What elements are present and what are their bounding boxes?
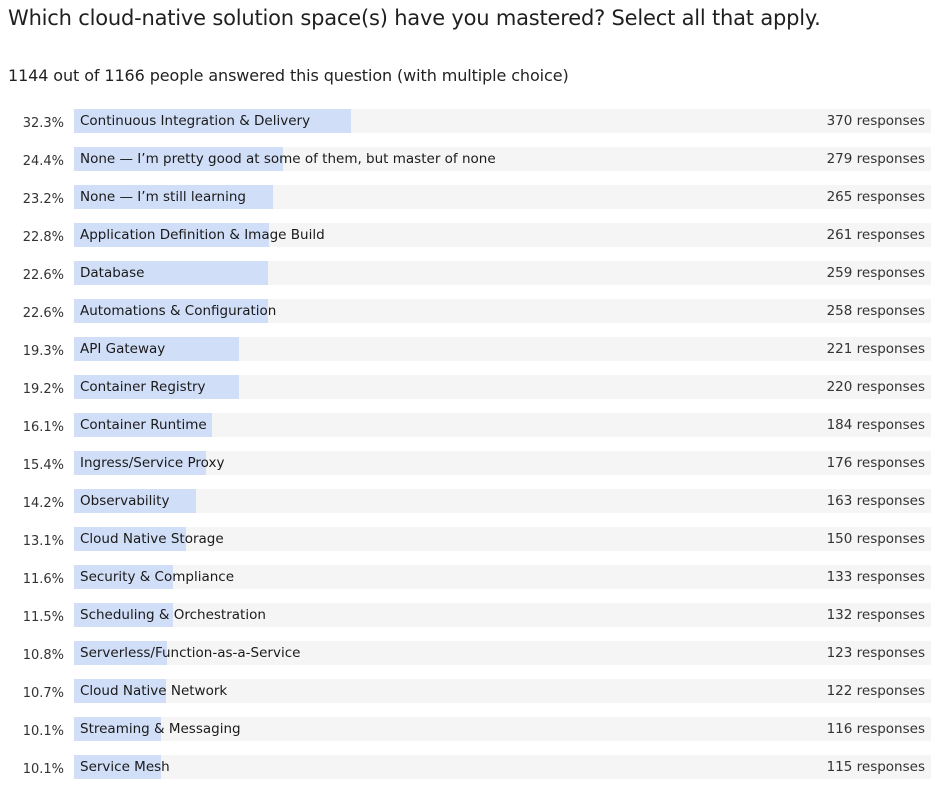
bar-row xyxy=(0,451,935,475)
bar-category-label: Container Registry xyxy=(80,379,206,395)
bar-track xyxy=(74,527,931,551)
bar-track xyxy=(74,261,931,285)
bar-category-label: Continuous Integration & Delivery xyxy=(80,113,311,129)
bar-response-count: 261 responses xyxy=(826,227,925,243)
bar-percent-label: 10.1% xyxy=(22,762,64,777)
bar-response-count: 116 responses xyxy=(826,721,925,737)
bar-row xyxy=(0,261,935,285)
bar-category-label: Automations & Configuration xyxy=(80,303,277,319)
bar-row xyxy=(0,755,935,779)
bar-response-count: 150 responses xyxy=(826,531,925,547)
bar-track xyxy=(74,679,931,703)
bar-response-count: 279 responses xyxy=(826,151,925,167)
bar-response-count: 123 responses xyxy=(826,645,925,661)
bar-row xyxy=(0,223,935,247)
bar-track xyxy=(74,565,931,589)
bar-percent-label: 10.7% xyxy=(22,686,64,701)
bar-category-label: API Gateway xyxy=(80,341,166,357)
bar-row xyxy=(0,717,935,741)
bar-response-count: 259 responses xyxy=(826,265,925,281)
bar-row xyxy=(0,375,935,399)
bar-track xyxy=(74,603,931,627)
bar-percent-label: 24.4% xyxy=(22,154,64,169)
bar-response-count: 115 responses xyxy=(826,759,925,775)
bar-response-count: 163 responses xyxy=(826,493,925,509)
bar-response-count: 370 responses xyxy=(826,113,925,129)
bar-track xyxy=(74,147,931,171)
bar-percent-label: 19.2% xyxy=(22,382,64,397)
bar-percent-label: 19.3% xyxy=(22,344,64,359)
bar-category-label: Ingress/Service Proxy xyxy=(80,455,225,471)
bar-category-label: Cloud Native Storage xyxy=(80,531,224,547)
bar-track xyxy=(74,755,931,779)
bar-category-label: Security & Compliance xyxy=(80,569,235,585)
bar-track xyxy=(74,489,931,513)
bar-percent-label: 13.1% xyxy=(22,534,64,549)
bar-row xyxy=(0,489,935,513)
bar-response-count: 133 responses xyxy=(826,569,925,585)
bar-category-label: Application Definition & Image Build xyxy=(80,227,325,243)
bar-category-label: Container Runtime xyxy=(80,417,207,433)
bar-track xyxy=(74,337,931,361)
bar-category-label: Scheduling & Orchestration xyxy=(80,607,266,623)
bar-track xyxy=(74,375,931,399)
bar-response-count: 220 responses xyxy=(826,379,925,395)
bar-percent-label: 22.8% xyxy=(22,230,64,245)
bar-track xyxy=(74,641,931,665)
bar-response-count: 265 responses xyxy=(826,189,925,205)
bar-response-count: 258 responses xyxy=(826,303,925,319)
bar-category-label: Observability xyxy=(80,493,170,509)
bar-category-label: Serverless/Function-as-a-Service xyxy=(80,645,301,661)
bar-track xyxy=(74,185,931,209)
bar-category-label: None — I’m pretty good at some of them, but master of none xyxy=(80,151,496,167)
bar-category-label: None — I’m still learning xyxy=(80,189,246,205)
bar-row xyxy=(0,147,935,171)
bar-percent-label: 23.2% xyxy=(22,192,64,207)
bar-percent-label: 15.4% xyxy=(22,458,64,473)
bar-track xyxy=(74,413,931,437)
bar-track xyxy=(74,223,931,247)
bar-percent-label: 14.2% xyxy=(22,496,64,511)
bar-percent-label: 10.8% xyxy=(22,648,64,663)
bar-percent-label: 11.5% xyxy=(22,610,64,625)
bar-row xyxy=(0,185,935,209)
bar-row xyxy=(0,413,935,437)
bar-response-count: 184 responses xyxy=(826,417,925,433)
bar-percent-label: 11.6% xyxy=(22,572,64,587)
bar-row xyxy=(0,109,935,133)
bar-track xyxy=(74,109,931,133)
answer-summary: 1144 out of 1166 people answered this question (with multiple choice) xyxy=(8,66,569,85)
bar-category-label: Streaming & Messaging xyxy=(80,721,241,737)
bar-row xyxy=(0,641,935,665)
bar-percent-label: 16.1% xyxy=(22,420,64,435)
bar-chart xyxy=(0,109,935,793)
bar-percent-label: 32.3% xyxy=(22,116,64,131)
bar-track xyxy=(74,451,931,475)
bar-percent-label: 10.1% xyxy=(22,724,64,739)
bar-percent-label: 22.6% xyxy=(22,306,64,321)
bar-row xyxy=(0,527,935,551)
bar-row xyxy=(0,603,935,627)
bar-row xyxy=(0,337,935,361)
bar-response-count: 176 responses xyxy=(826,455,925,471)
bar-track xyxy=(74,717,931,741)
bar-row xyxy=(0,679,935,703)
bar-row xyxy=(0,299,935,323)
bar-response-count: 221 responses xyxy=(826,341,925,357)
bar-response-count: 132 responses xyxy=(826,607,925,623)
bar-track xyxy=(74,299,931,323)
bar-response-count: 122 responses xyxy=(826,683,925,699)
bar-category-label: Service Mesh xyxy=(80,759,170,775)
bar-category-label: Database xyxy=(80,265,145,281)
question-title: Which cloud-native solution space(s) have you mastered? Select all that apply. xyxy=(8,6,821,30)
bar-row xyxy=(0,565,935,589)
bar-category-label: Cloud Native Network xyxy=(80,683,228,699)
bar-percent-label: 22.6% xyxy=(22,268,64,283)
